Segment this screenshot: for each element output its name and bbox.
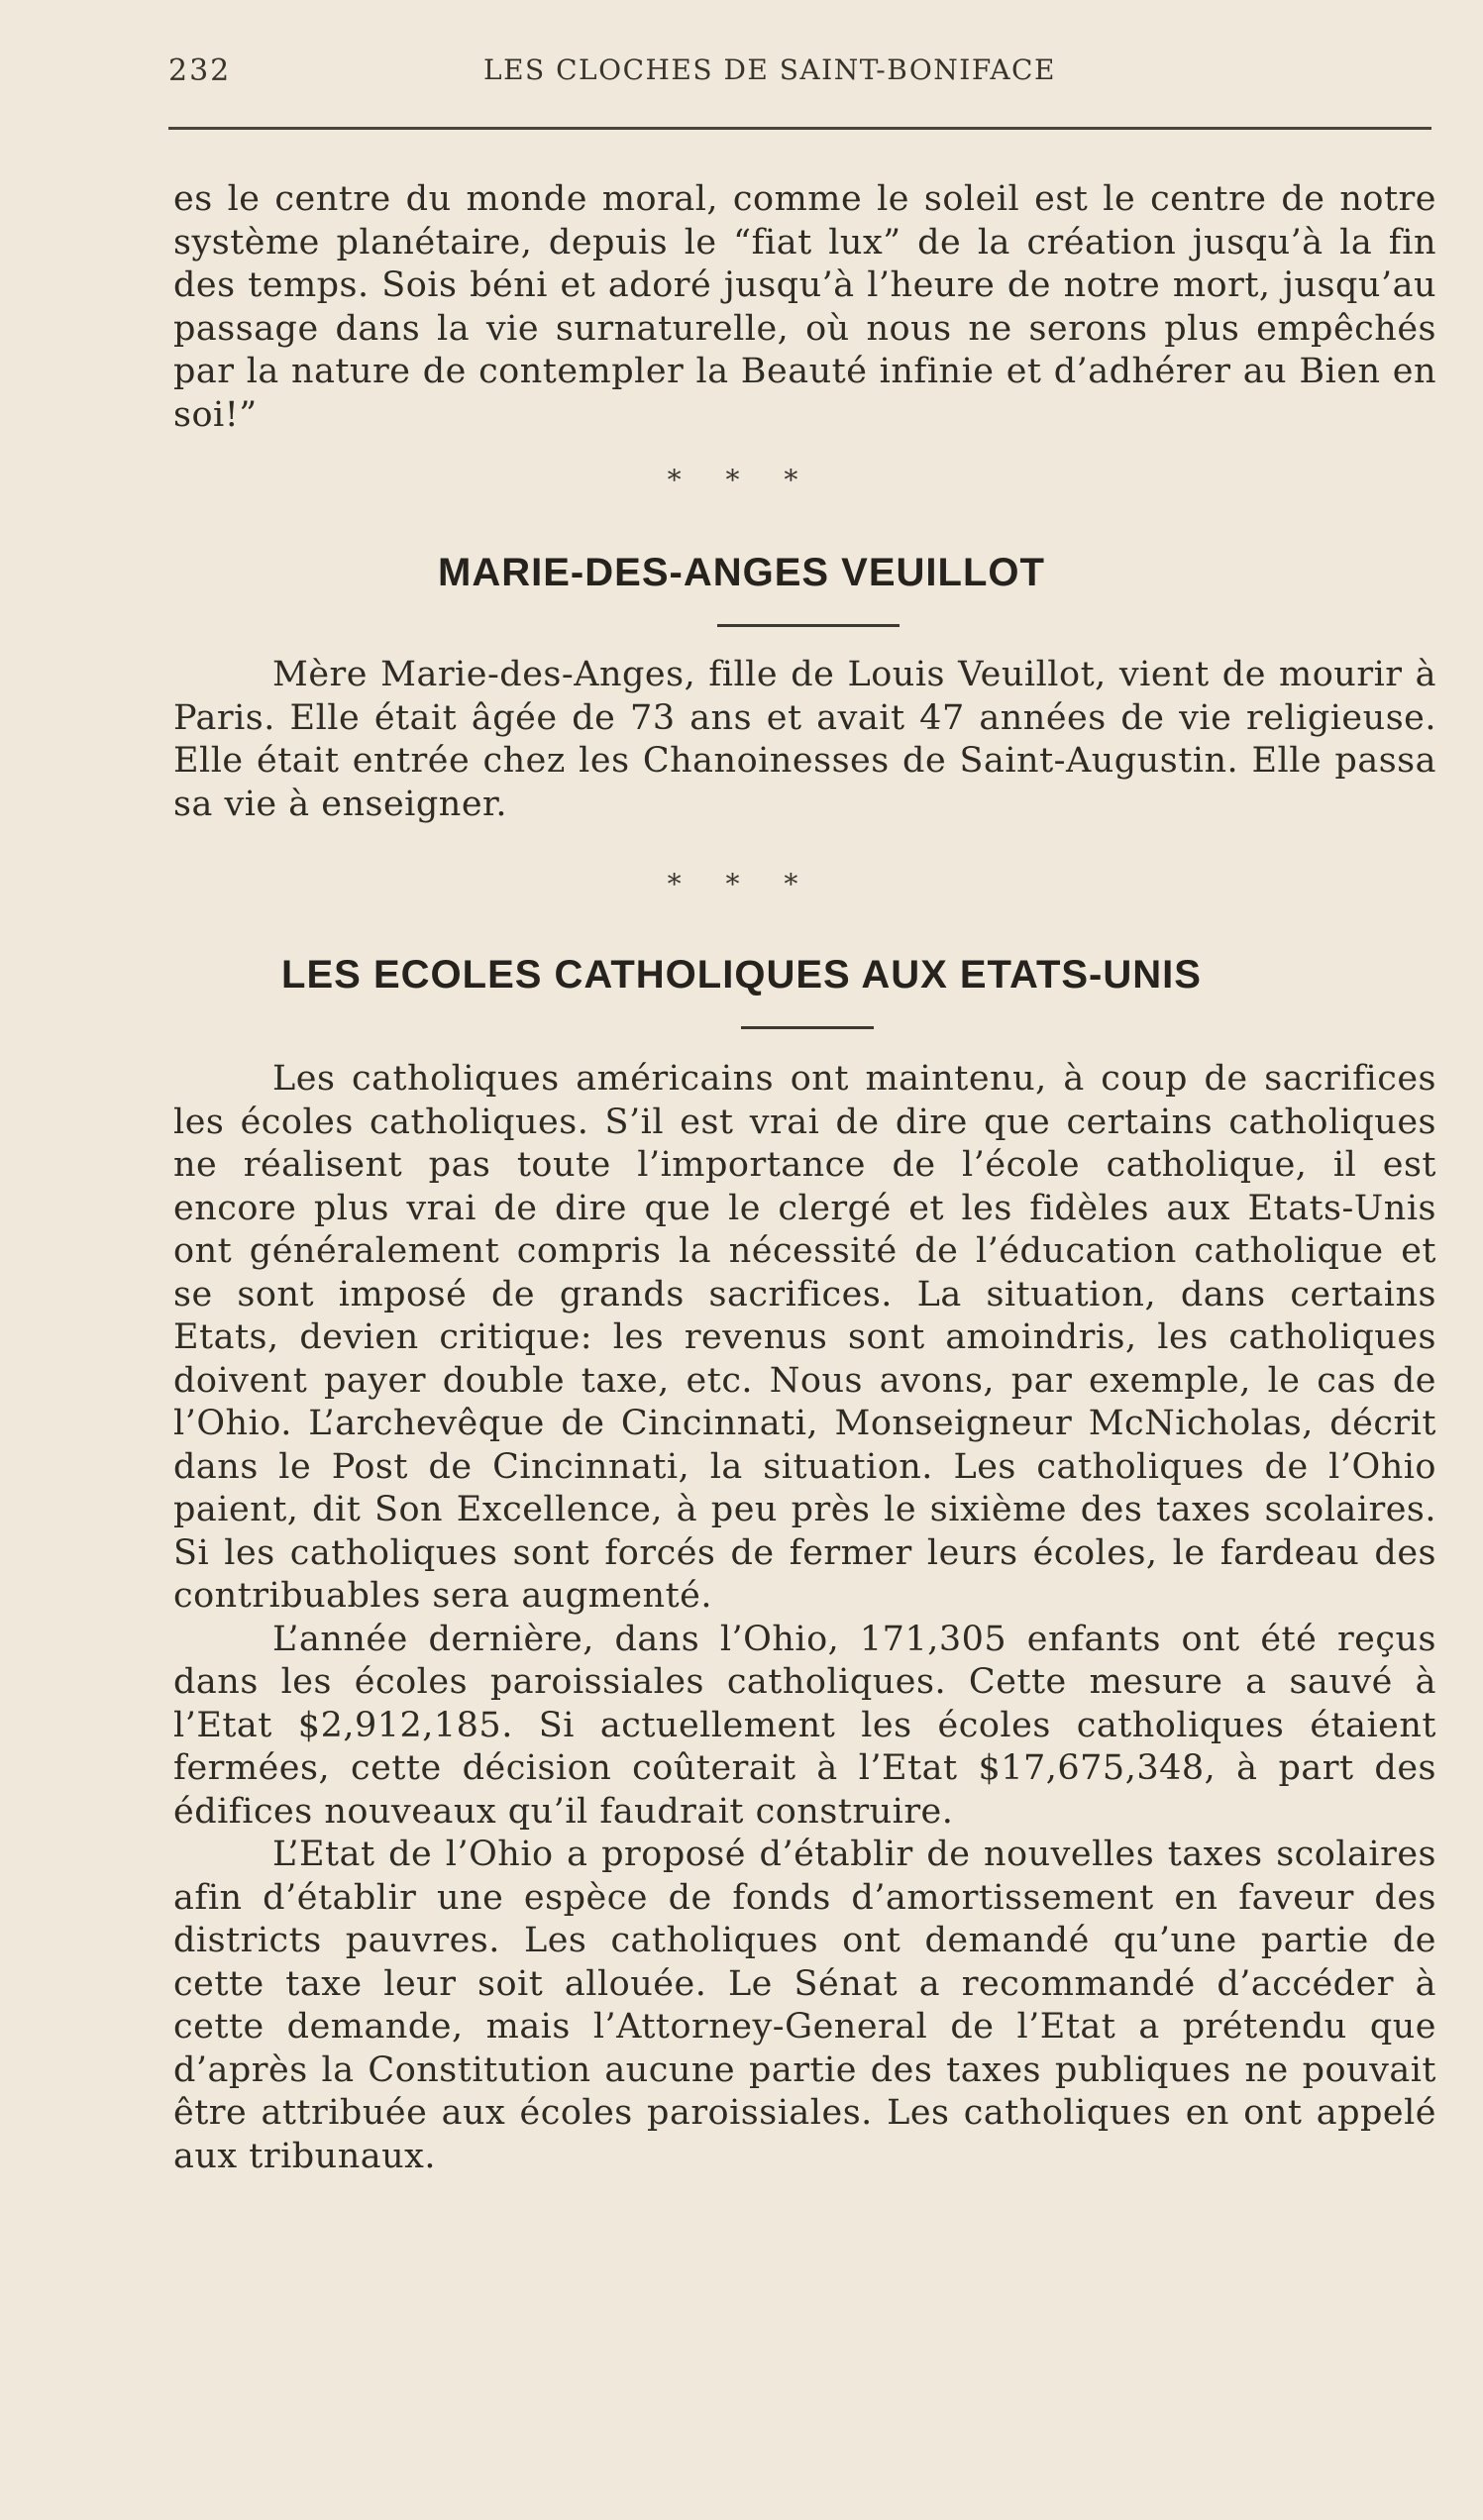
running-title: LES CLOCHES DE SAINT-BONIFACE: [483, 53, 1056, 86]
page-number: 232: [168, 53, 232, 88]
ecoles-paragraph-block: [173, 1058, 1436, 2178]
veuillot-paragraph-block: [173, 654, 1436, 826]
ecoles-paragraph-2: L’année dernière, dans l’Ohio, 171,305 enfants ont été reçus dans les écoles paroissiales catholiques. Cette mesure a sauvé à l’Etat $2,912,185. Si actuellement les écoles catholiques étaient fermées, cette décision coûterait à l’Etat $17,675,348, à part des édifices nouveaux qu’il faudrait construire.: [173, 1619, 1436, 1832]
page-header: [168, 48, 1431, 97]
header-rule: [168, 127, 1431, 130]
ecoles-paragraph-1: Les catholiques américains ont maintenu, à coup de sacrifices les écoles catholiques. S’il est vrai de dire que certains catholiques ne réalisent pas toute l’importance de l’école catholique, il est encore plus vrai de dire que le clergé et les fidèles aux Etats-Unis ont généralement compris la nécessité de l’éducation catholique et se sont imposé de grands sacrifices. La situation, dans certains Etats, devien critique: les revenus sont amoindris, les catholiques doivent payer double taxe, etc. Nous avons, par exemple, le cas de l’Ohio. L’archevêque de Cincinnati, Monseigneur McNicholas, décrit dans le Post de Cincinnati, la situation. Les catholiques de l’Ohio paient, dit Son Excellence, à peu près le sixième des taxes scolaires. Si les catholiques sont forcés de fermer leurs écoles, le fardeau des contribuables sera augmenté.: [173, 1059, 1436, 1616]
section-separator: * * *: [667, 464, 816, 496]
section-separator: * * *: [667, 868, 816, 900]
title-rule-veuillot: [717, 624, 900, 627]
section-title-ecoles: LES ECOLES CATHOLIQUES AUX ETATS-UNIS: [281, 953, 1202, 997]
ecoles-paragraph-3: L’Etat de l’Ohio a proposé d’établir de nouvelles taxes scolaires afin d’établir une espèce de fonds d’amortissement en faveur des districts pauvres. Les catholiques ont demandé qu’une partie de cette taxe leur soit allouée. Le Sénat a recommandé d’accéder à cette demande, mais l’Attorney-General de l’Etat a prétendu que d’après la Constitution aucune partie des taxes publiques ne pouvait être attribuée aux écoles paroissiales. Les catholiques en ont appelé aux tribunaux.: [173, 1835, 1436, 2176]
veuillot-paragraph: Mère Marie-des-Anges, fille de Louis Veuillot, vient de mourir à Paris. Elle était âgée de 73 ans et avait 47 années de vie religieuse. Elle était entrée chez les Chanoinesses de Saint-Augustin. Elle passa sa vie à enseigner.: [173, 655, 1436, 824]
opening-paragraph-block: [173, 178, 1436, 437]
opening-paragraph: es le centre du monde moral, comme le soleil est le centre de notre système planétaire, depuis le “fiat lux” de la création jusqu’à la fin des temps. Sois béni et adoré jusqu’à l’heure de notre mort, jusqu’au passage dans la vie surnaturelle, où nous ne serons plus empêchés par la nature de contempler la Beauté infinie et d’adhérer au Bien en soi!”: [173, 179, 1436, 435]
title-rule-ecoles: [741, 1026, 874, 1029]
section-title-veuillot: MARIE-DES-ANGES VEUILLOT: [438, 551, 1045, 594]
